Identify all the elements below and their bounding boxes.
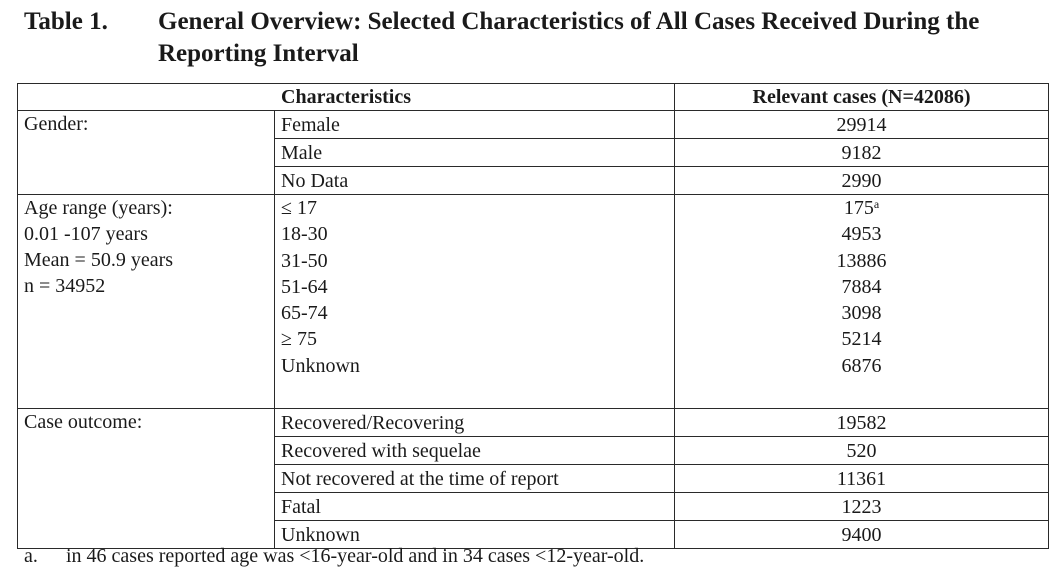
- age-label-line: 0.01 -107 years: [24, 223, 148, 245]
- age-range-value: 3098: [841, 302, 882, 325]
- row-value: 9182: [675, 139, 1049, 167]
- relevant-cases-header: Relevant cases (N=42086): [675, 84, 1049, 111]
- row-value: 1223: [675, 493, 1049, 521]
- row-value: 19582: [675, 409, 1049, 437]
- age-label-line: n = 34952: [24, 275, 106, 297]
- age-range-value: 13886: [836, 249, 887, 272]
- row-label: Female: [275, 111, 675, 139]
- age-range-value: 4953: [841, 223, 882, 246]
- outcome-category: [18, 409, 275, 549]
- table-title: General Overview: Selected Characteristics of All Cases Received During the Reporting Interval: [158, 8, 980, 67]
- age-range-label: Unknown: [281, 354, 360, 377]
- age-range-value: 5214: [841, 328, 882, 351]
- age-range-label: 51-64: [281, 275, 328, 298]
- footnote-text: in 46 cases reported age was <16-year-old and in 34 cases <12-year-old.: [66, 545, 645, 567]
- age-range-label: 18-30: [281, 223, 328, 246]
- age-value-text: 175: [843, 197, 874, 219]
- age-label-line: Age range (years):: [24, 197, 173, 219]
- age-range-label: ≥ 75: [281, 328, 317, 351]
- age-range-value: 7884: [841, 275, 882, 298]
- row-label: Unknown: [275, 521, 675, 549]
- row-value: 11361: [675, 465, 1049, 493]
- age-range-label: 65-74: [281, 302, 328, 325]
- row-value: 2990: [675, 167, 1049, 195]
- age-values: [675, 195, 1049, 409]
- header-row: [18, 84, 1049, 111]
- characteristics-header: Characteristics: [18, 84, 675, 111]
- row-label: Male: [275, 139, 675, 167]
- age-range-label: 31-50: [281, 249, 328, 272]
- table-row: [18, 409, 1049, 437]
- row-label: Fatal: [275, 493, 675, 521]
- age-range-value: 6876: [841, 354, 882, 377]
- age-label-line: Mean = 50.9 years: [24, 249, 174, 271]
- gender-label: Gender:: [24, 113, 89, 135]
- age-range-value: [681, 195, 1042, 221]
- table-row: [18, 111, 1049, 139]
- table-number: Table 1.: [24, 8, 108, 35]
- row-label: Not recovered at the time of report: [275, 465, 675, 493]
- gender-category: [18, 111, 275, 195]
- row-label: No Data: [275, 167, 675, 195]
- row-value: 9400: [675, 521, 1049, 549]
- age-range-label: ≤ 17: [281, 197, 317, 219]
- age-category: [18, 195, 275, 409]
- row-label: Recovered/Recovering: [275, 409, 675, 437]
- footnote-mark: a.: [24, 545, 38, 567]
- age-ranges: [275, 195, 675, 409]
- footnote-marker: a: [873, 197, 880, 211]
- row-value: 29914: [675, 111, 1049, 139]
- table-row: [18, 195, 1049, 409]
- characteristics-table: [17, 83, 1049, 549]
- row-value: 520: [675, 437, 1049, 465]
- table-footnote: [24, 543, 644, 569]
- row-label: Recovered with sequelae: [275, 437, 675, 465]
- table-caption: [24, 6, 1034, 70]
- outcome-label: Case outcome:: [24, 411, 143, 433]
